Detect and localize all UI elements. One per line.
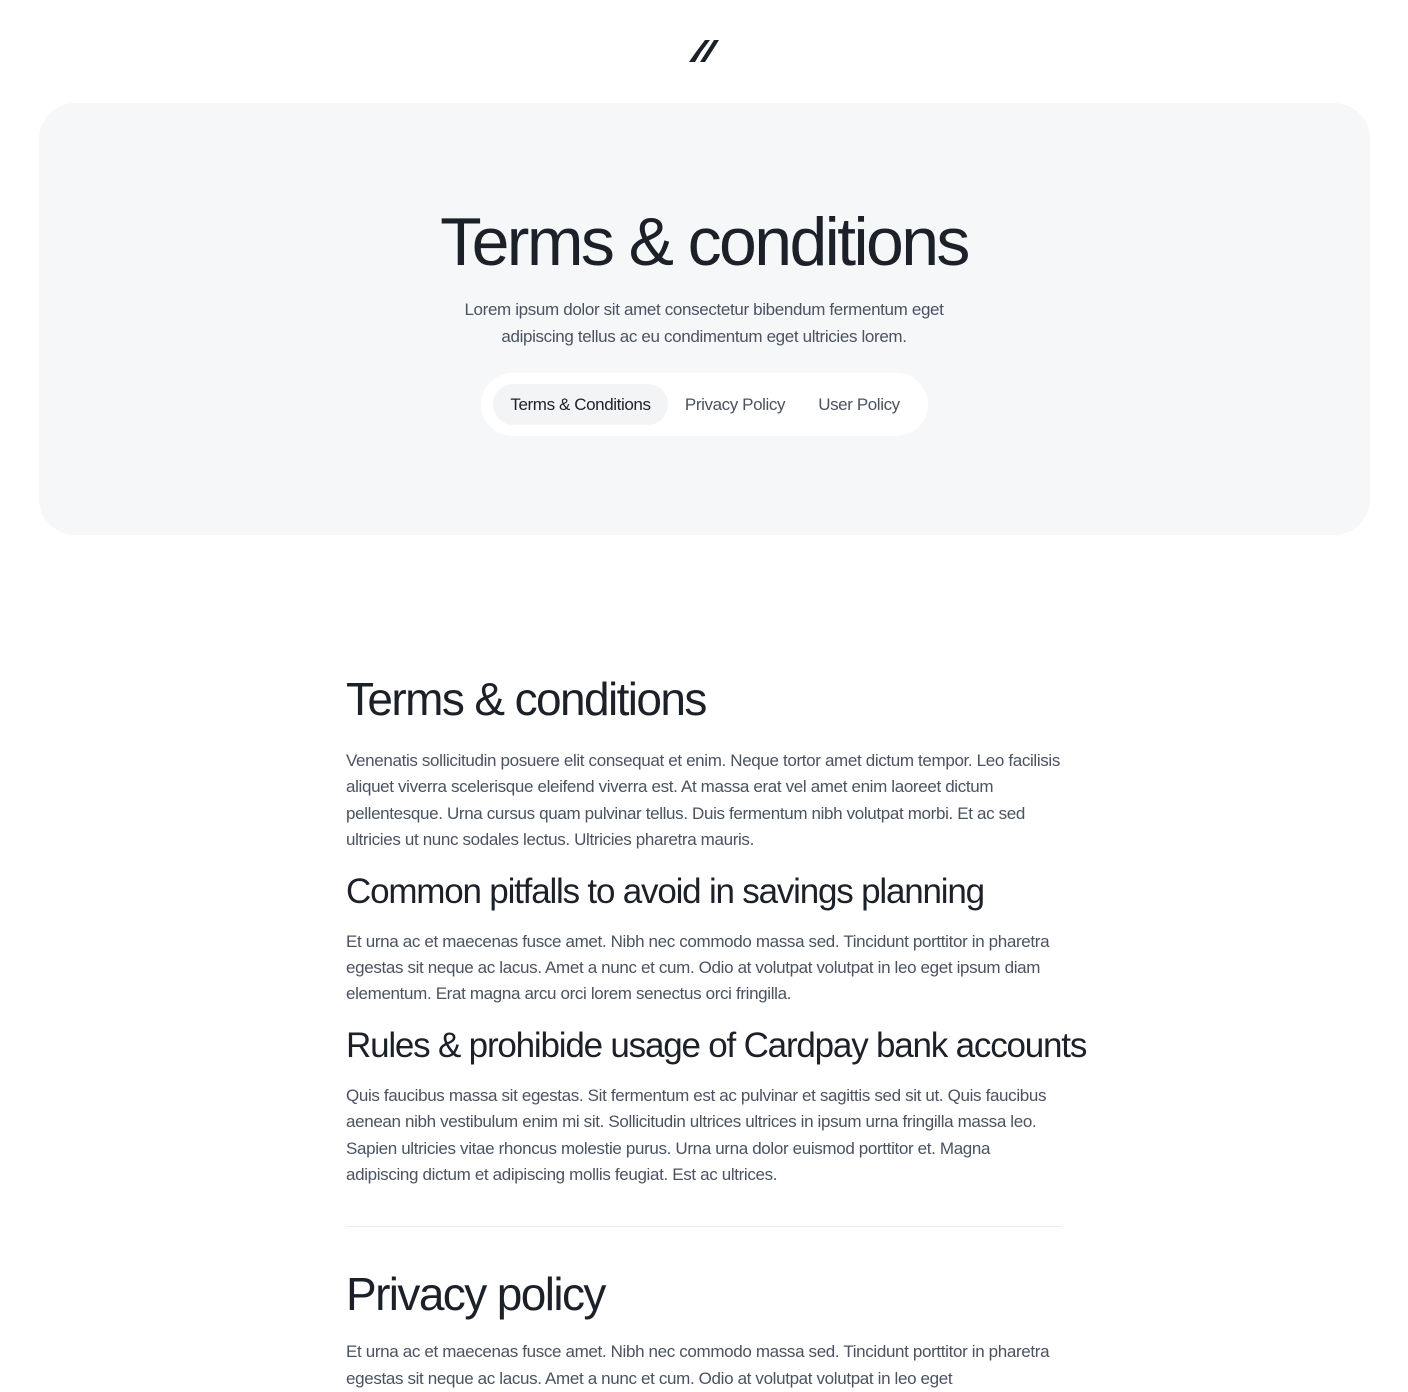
- privacy-heading: Privacy policy: [346, 1268, 605, 1321]
- section-divider: [346, 1226, 1062, 1227]
- hero-subtitle: Lorem ipsum dolor sit amet consectetur bibendum fermentum eget adipiscing tellus ac eu condimentum eget ultricies lorem.: [464, 300, 944, 346]
- brand-logo-icon: [687, 38, 721, 64]
- section-body-pitfalls: Et urna ac et maecenas fusce amet. Nibh nec commodo massa sed. Tincidunt porttitor in pharetra egestas sit neque ac lacus. Amet a nunc et cum. Odio at volutpat volutpat in leo eget ipsum diam elementum. Erat magna arcu orci lorem senectus orci fringilla.: [346, 931, 1050, 1004]
- privacy-intro: Et urna ac et maecenas fusce amet. Nibh nec commodo massa sed. Tincidunt porttitor in pharetra egestas sit neque ac lacus. Amet a nunc et cum. Odio at volutpat volutpat in leo eget: [346, 1342, 1050, 1388]
- section-heading-rules: Rules & prohibide usage of Cardpay bank accounts: [346, 1025, 1087, 1065]
- tab-user-policy[interactable]: User Policy: [818, 394, 900, 414]
- tab-privacy-policy[interactable]: Privacy Policy: [684, 394, 786, 414]
- section-body-rules: Quis faucibus massa sit egestas. Sit fermentum est ac pulvinar et sagittis sed sit ut. Quis faucibus aenean nibh vestibulum enim mi sit. Sollicitudin ultrices ultrices in ipsum urna fringilla massa leo. Sapien ultricies vitae rhoncus molestie purus. Urna urna dolor euismod porttitor et. Magna adipiscing dictum et adipiscing mollis feugiat. Est ac ultrices.: [346, 1085, 1047, 1185]
- brand-logo-link[interactable]: [687, 38, 721, 64]
- policy-content: [346, 670, 1106, 1392]
- policy-tabs: [481, 373, 928, 436]
- logo-container: [0, 38, 1408, 64]
- section-heading-pitfalls: Common pitfalls to avoid in savings planning: [346, 871, 984, 911]
- terms-intro: Venenatis sollicitudin posuere elit consequat et enim. Neque tortor amet dictum tempor. Leo facilisis aliquet viverra scelerisque eleifend viverra est. At massa erat vel amet enim laoreet dictum pellentesque. Urna cursus quam pulvinar tellus. Duis fermentum nibh volutpat morbi. Et ac sed ultricies ut nunc sodales lectus. Ultricies pharetra mauris.: [346, 751, 1060, 850]
- hero-title: Terms & conditions: [440, 204, 968, 280]
- terms-heading: Terms & conditions: [346, 673, 706, 725]
- tab-terms-conditions[interactable]: Terms & Conditions: [493, 384, 668, 425]
